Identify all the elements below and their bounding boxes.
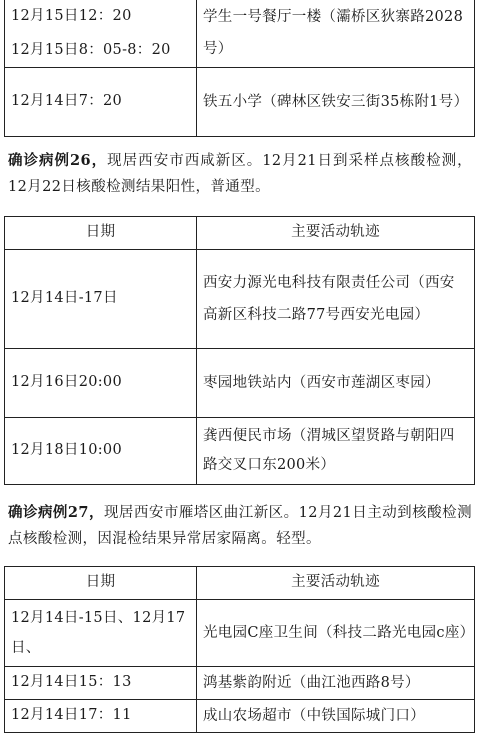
location-cell: 光电园C座卫生间（科技二路光电园c座） — [197, 600, 475, 667]
date-cell: 12月14日15：13 — [5, 667, 197, 700]
date-line: 12月15日12：20 — [11, 8, 132, 24]
header-date: 日期 — [5, 217, 197, 250]
table-row — [5, 0, 475, 68]
location-cell: 鸿基紫韵附近（曲江池西路8号） — [197, 667, 475, 700]
table-row — [5, 667, 475, 700]
date-cell: 12月18日10:00 — [5, 418, 197, 485]
case-26-label: 确诊病例26， — [8, 152, 108, 169]
case-27-label: 确诊病例27， — [8, 504, 104, 521]
date-line: 12月15日8：05-8：20 — [11, 42, 171, 58]
location-cell: 成山农场超市（中铁国际城门口） — [197, 700, 475, 733]
case-27-description — [8, 500, 472, 552]
table-case-26 — [4, 216, 475, 485]
table-row — [5, 418, 475, 485]
header-date: 日期 — [5, 567, 197, 600]
header-track: 主要活动轨迹 — [197, 567, 475, 600]
location-cell: 枣园地铁站内（西安市莲湖区枣园） — [197, 349, 475, 418]
date-cell — [5, 0, 197, 68]
location-cell: 铁五小学（碑林区铁安三街35栋附1号） — [197, 68, 475, 137]
date-cell: 12月14日17：11 — [5, 700, 197, 733]
table-row — [5, 349, 475, 418]
location-cell: 学生一号餐厅一楼（灞桥区狄寨路2028号） — [197, 0, 475, 68]
location-cell: 龚西便民市场（渭城区望贤路与朝阳四路交叉口东200米） — [197, 418, 475, 485]
date-cell: 12月14日-15日、12月17日、 — [5, 600, 197, 667]
table-row — [5, 250, 475, 349]
case-27-text: 现居西安市雁塔区曲江新区。12月21日主动到核酸检测点核酸检测，因混检结果异常居家隔离。轻型。 — [8, 505, 472, 547]
table-top — [4, 0, 475, 137]
table-header-row — [5, 567, 475, 600]
case-26-text: 现居西安市西咸新区。12月21日到采样点核酸检测，12月22日核酸检测结果阳性，普通型。 — [8, 153, 472, 195]
table-row — [5, 700, 475, 733]
table-header-row — [5, 217, 475, 250]
date-cell: 12月14日7：20 — [5, 68, 197, 137]
date-cell: 12月16日20:00 — [5, 349, 197, 418]
table-row — [5, 600, 475, 667]
case-26-description — [8, 148, 472, 200]
header-track: 主要活动轨迹 — [197, 217, 475, 250]
table-case-27 — [4, 566, 475, 733]
date-cell: 12月14日-17日 — [5, 250, 197, 349]
location-cell: 西安力源光电科技有限责任公司（西安高新区科技二路77号西安光电园） — [197, 250, 475, 349]
table-row — [5, 68, 475, 137]
